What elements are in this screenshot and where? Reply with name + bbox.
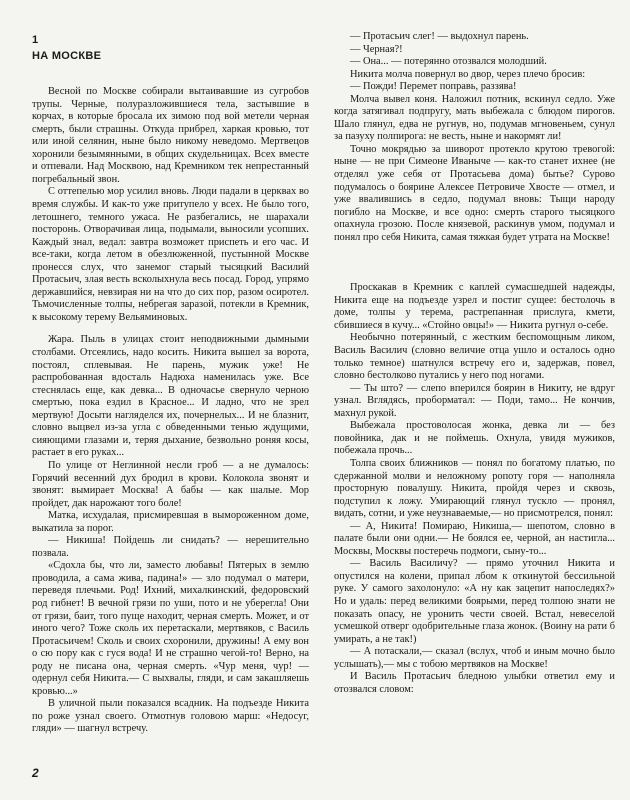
- paragraph: — Василь Василичу? — прямо уточнил Никита и опустился на колени, припал лбом к откинутой бессильной руке. У самого захолонуло: «А ну как зацепит напоследях?» Но и удаль: перед великими боярыми, перед толпою знати не показать опасу, не уронить чести своей. Встал, невеселой усмешкой отверг одобрительные глаза жонок. (Воину на рати б умирать, а не так!): [334, 558, 615, 645]
- paragraph: В уличной пыли показался всадник. На подъезде Никита по роже узнал своего. Отмотнув головою марш: «Недосуг, гляди» — шагнул встречу.: [32, 698, 309, 735]
- paragraph: Точно мокрядью за шиворот протекло крутою тревогой: ныне — не при Симеоне Иваныче — как-то станет ихнее (не отделял уже себя от Протасьева дома) бытье? Сурово подумалось о боярине Алексее Петровиче Хвосте — отмел, и уже ввалившись в седло, подумал вновь: Тыщи народу погибло на Москве, и все одно: смерть старого тысяцкого опахнула грозою. После князевой, раскинув умом, подумал и понял про себя Никита, самая тяжкая будет утрата на Москве!: [334, 143, 615, 243]
- section-number: 1: [32, 34, 39, 46]
- paragraph: И Василь Протасьич бледною улыбки ответил ему и отозвался словом:: [334, 671, 615, 695]
- paragraph: Весной по Москве собирали вытаивавшие из сугробов трупы. Черные, полуразложившиеся тела, застывшие в корчах, в которые бросала их зимою под вой метели черная смерть, были страшны. Откуда прибрел, харкая кровью, тот или иной селянин, ныне было никому неведомо. Мертвецов хоронили безымянными, в общих скудельницах. Всех вместе и отпевали. Над Москвою, над Кремником тек непрестанный погребальный звон.: [32, 86, 309, 185]
- paragraph: «Сдохла бы, что ли, заместо любавы! Пятерых в землю проводила, а сама жива, падина!» — зло подумал о матери, переведя плечьми. Род! Ихний, михалкинский, федоровский род гибнет! В вечной грязи по уши, пото и не уберегла! Они от грязи, баит, того пуще находит, черная смерть. Может, и от иного чего? Тоже сколь их перетаскали, мертвяков, с Василь Протасьичем! Сколь и своих схоронили, дружины! А ему вон о сю пору как с гуся вода! И не страшно чегой-то! Верно, на роду не писана она, черная смерть. «Чур меня, чур! — одернул себя Никита.— С выхвалы, гляди, и сам закашляешь кровью...»: [32, 560, 309, 697]
- paragraph: — А потаскали,— сказал (вслух, чтоб и иным мочно было услышать),— мы с тобою мертвяков на Москве!: [334, 646, 615, 670]
- page-number: 2: [32, 766, 39, 780]
- section-title: НА МОСКВЕ: [32, 49, 102, 62]
- paragraph: С оттепелью мор усилил вновь. Люди падали в церквах во время службы. И как-то уже притупело у всех. Не было того, летошнего, темного ужаса. Не разбегались, не шарахали посторонь. Отворачивая лица, подымали, выносили усопших. Каждый знал, ведал: завтра возможет приспеть и его час. И все-таки, когда летом в обезлюженной, пустынной Москве пронесся слух, что занемог старый тысяцкий Василий Протасьич, злая весть всколыхнула весь посад. Город, упрямо державшийся, невзирая ни на что до сих пор, разом осиротел. Тьмочисленные толпы, небрегая заразой, потекли в Кремник, к высокому терему Вельяминовых.: [32, 186, 309, 323]
- paragraph: Молча вывел коня. Наложил потник, вскинул седло. Уже когда затягивал подпругу, мать выбежала с блюдом пирогов. Шало глянул, едва не ругнув, но, подумав мгновеньем, сунул за пазуху полпирога: не весть, ныне и накормят ли!: [334, 93, 615, 143]
- paragraph: Матка, исхудалая, присмиревшая в вымороженном доме, выкатила за порог.: [32, 510, 309, 534]
- paragraph: Выбежала простоволосая жонка, девка ли — без повойника, дак и не поймешь. Охнула, увидя мужиков, побежала прочь...: [334, 420, 615, 457]
- paragraph: — Ты што? — слепо вперился боярин в Никиту, не вдруг узнал. Вглядясь, проборматал: — Поди, тамо... Не кончив, махнул рукой.: [334, 382, 615, 419]
- right-column: [334, 31, 615, 696]
- paragraph: — Черная?!: [350, 43, 403, 55]
- paragraph: — Протасьич слег! — выдохнул парень.: [350, 31, 529, 42]
- paragraph: Жара. Пыль в улицах стоит неподвижными дымными столбами. Отсеялись, надо косить. Никита вышел за ворота, постоял, сплевывая. Не парень, мужик уже! Не распробованная вдосталь Надюха наменилась уже. Все стеснялась еще, как девка... В одночасье свернуло черною смертью, пока ездил в Красное... И ладно, что не зрел мертвую! Досыти нагляделся их, почернелых... И не блазнит, словно выцвел из-за угла с обведенными тенью ждущими, сияющими глазами и, теряя дыхание, безвольно роняя косы, растает в его руках...: [32, 334, 309, 459]
- paragraph: Проскакав в Кремник с каплей сумасшедшей надежды, Никита еще на подъезде узрел и постиг сущее: бестолочь в доме, толпы у терема, растрепанная прислуга, кмети, сбившиеся в кучу... «Стойно овцы!» — Никита ругнул о-себе.: [334, 282, 615, 331]
- left-column: [32, 34, 309, 736]
- paragraph: — Никиша! Пойдешь ли снидать? — нерешительно позвала.: [32, 535, 309, 559]
- paragraph: — А, Никита! Помираю, Никиша,— шепотом, словно в палате были они одни.— Не боялся ее, черной, ан настигла... Москвы, Москвы постеречь подмоги, сыну-то...: [334, 520, 615, 557]
- paragraph: — Она... — потерянно отозвался молодший.: [350, 56, 547, 68]
- paragraph: — Пожди! Перемет поправь, раззява!: [350, 81, 517, 93]
- paragraph: Необычно потерянный, с жестким беспомощным ликом, Василь Василич (словно величие отца ушло и осталось одно только темное) шатнулся встречу его и, задержав, повел, словно бестолково путались у него под ногами.: [334, 332, 615, 382]
- paragraph: Никита молча повернул во двор, через плечо бросив:: [350, 68, 586, 80]
- paragraph: По улице от Неглинной несли гроб — а не думалось: Горячий весенний дух бродил в крови. Колокола звонят и звонят: вымирает Москва! А бабы — как шалые. Мор пройдет, дак нарожают того боле!: [32, 459, 309, 509]
- paragraph: Толпа своих ближников — понял по богатому платью, по сдержанной молви и неложному ропоту горя — наполняла просторную повалушу. Никита, пройдя через и сквозь, подступил к ложу. Умирающий глянул тускло — пронял, видать, сотни, и уже неузнаваемые,— но присмотрелся, понял:: [334, 457, 615, 520]
